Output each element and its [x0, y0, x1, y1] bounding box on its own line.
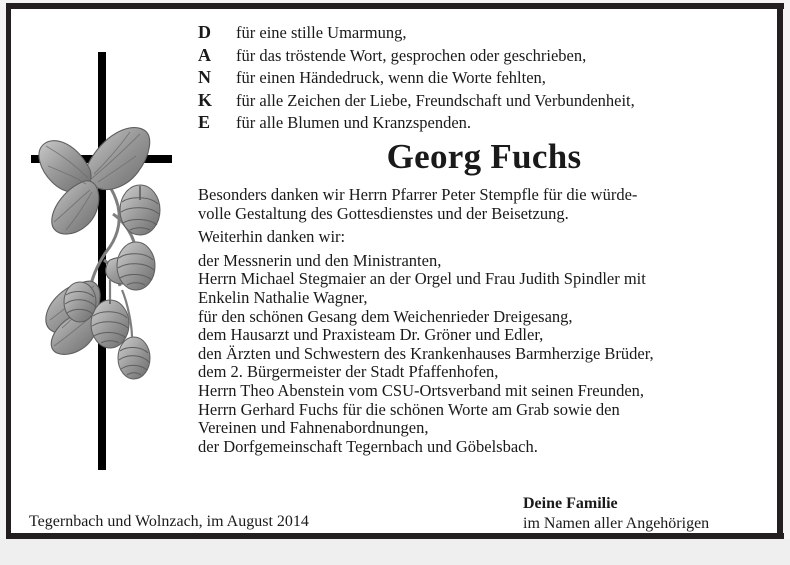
- acrostic-letter: N: [198, 67, 212, 87]
- hop-cone: [64, 282, 96, 322]
- thanks-line: Herrn Michael Stegmaier an der Orgel und Frau Judith Spindler mit: [198, 269, 646, 289]
- notice-border-top: [6, 3, 784, 9]
- intro-line: volle Gestaltung des Gottesdienstes und der Beisetzung.: [198, 203, 569, 223]
- acrostic-text: für eine stille Umarmung,: [236, 23, 407, 42]
- acrostic-letter: E: [198, 112, 211, 132]
- acrostic-text: für das tröstende Wort, gesprochen oder geschrieben,: [236, 45, 587, 65]
- thanks-line: den Ärzten und Schwestern des Krankenhauses Barmherzige Brüder,: [198, 343, 654, 363]
- further-thanks-heading: Weiterhin danken wir:: [198, 227, 346, 247]
- place-and-date: Tegernbach und Wolnzach, im August 2014: [29, 513, 309, 530]
- hop-cone: [120, 185, 160, 235]
- signature-subtitle: im Namen aller Angehörigen: [523, 515, 710, 532]
- hop-cone: [118, 337, 150, 379]
- hop-cone: [117, 242, 155, 290]
- cross-with-hop-vine-illustration: [18, 14, 186, 484]
- acrostic-letter: D: [198, 22, 212, 42]
- acrostic-row: [198, 90, 768, 113]
- thanks-line: der Messnerin und den Ministranten,: [198, 250, 442, 270]
- hop-cone: [91, 300, 129, 348]
- thanks-line: Vereinen und Fahnenabordnungen,: [198, 418, 429, 438]
- acrostic-letter: A: [198, 44, 212, 65]
- thanks-line: für den schönen Gesang dem Weichenrieder Dreigesang,: [198, 306, 573, 326]
- page-margin-right: [783, 0, 790, 565]
- acrostic-row: [198, 67, 768, 90]
- intro-line: Besonders danken wir Herrn Pfarrer Peter Stempfle für die würde-: [198, 185, 638, 204]
- acrostic-text: für alle Zeichen der Liebe, Freundschaft und Verbundenheit,: [236, 90, 635, 110]
- notice-border-left: [6, 3, 11, 539]
- acrostic-text: für alle Blumen und Kranzspenden.: [236, 113, 472, 132]
- acrostic-letter: K: [198, 89, 213, 110]
- body-text: [198, 186, 770, 456]
- notice-border-right: [777, 3, 783, 539]
- thanks-line: Enkelin Nathalie Wagner,: [198, 287, 368, 307]
- acrostic-row: [198, 22, 768, 45]
- acrostic-row: [198, 112, 768, 135]
- acrostic-row: [198, 45, 768, 68]
- danke-acrostic: [198, 22, 768, 135]
- thanks-line: der Dorfgemeinschaft Tegernbach und Göbelsbach.: [198, 436, 538, 456]
- thanks-line: Herrn Gerhard Fuchs für die schönen Worte am Grab sowie den: [198, 399, 620, 419]
- signature-block: [523, 494, 773, 534]
- thanks-line: Herrn Theo Abenstein vom CSU-Ortsverband mit seinen Freunden,: [198, 380, 645, 400]
- page-margin-bottom: [0, 539, 790, 565]
- thanks-line: dem Hausarzt und Praxisteam Dr. Gröner und Edler,: [198, 325, 544, 345]
- signature: Deine Familie: [523, 495, 618, 512]
- deceased-name: Georg Fuchs: [386, 137, 582, 176]
- thanks-line: dem 2. Bürgermeister der Stadt Pfaffenhofen,: [198, 362, 499, 382]
- acrostic-text: für einen Händedruck, wenn die Worte fehlten,: [236, 68, 546, 87]
